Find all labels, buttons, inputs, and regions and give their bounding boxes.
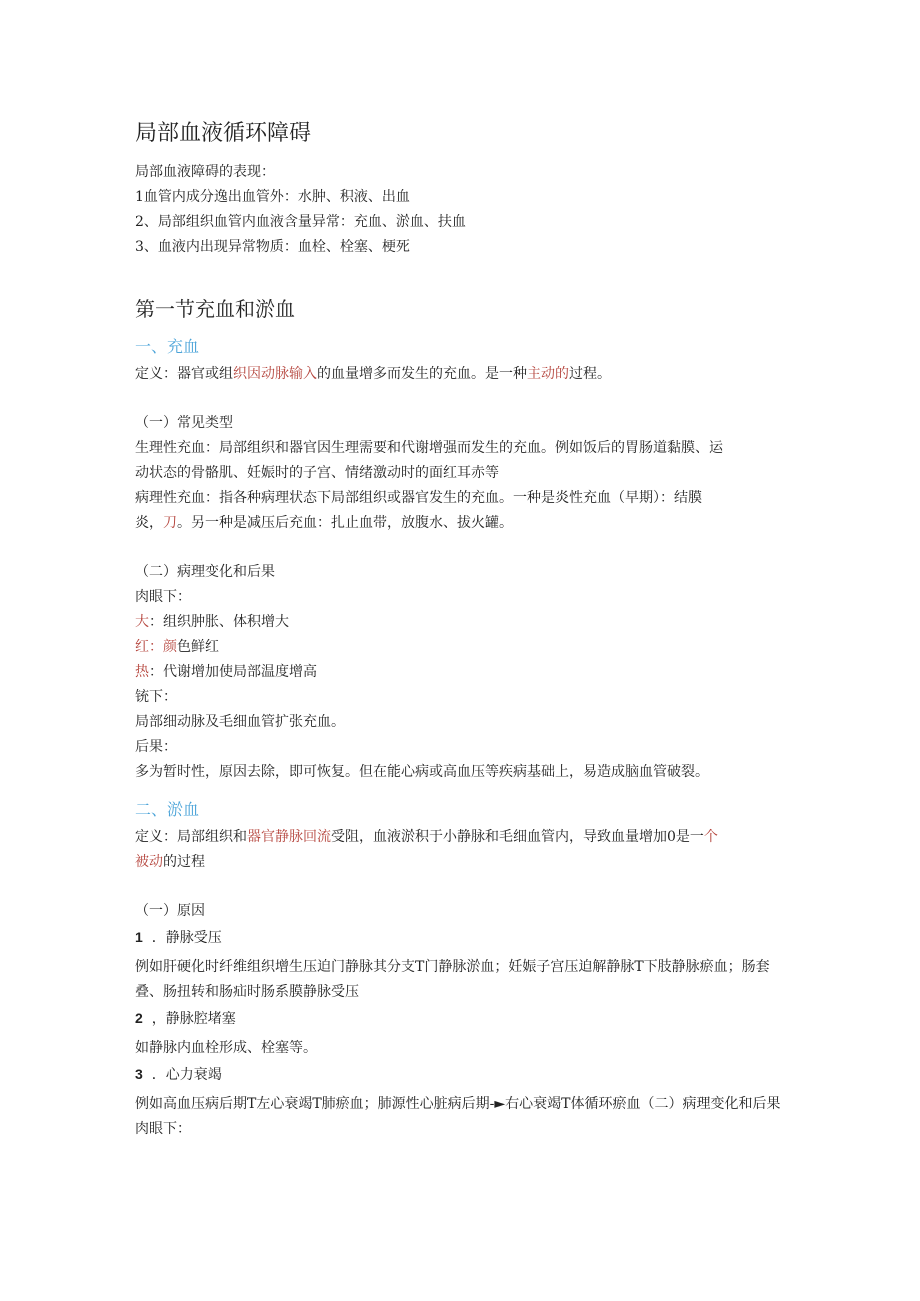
part-2-heading: 二、淤血: [135, 800, 200, 819]
sign-hot: 热：代谢增加使局部温度增高: [135, 664, 317, 680]
microscope-text: 局部细动脉及毛细血管扩张充血。: [135, 714, 345, 730]
causes-heading: （一）原因: [135, 903, 205, 919]
document-title: 局部血液循环障碍: [135, 121, 312, 146]
cause-3: 3 ．心力衰竭: [135, 1066, 222, 1083]
intro-heading: 局部血液障碍的表现：: [135, 164, 275, 180]
intro-item-2: 2、局部组织血管内血液含量异常：充血、淤血、扶血: [135, 214, 466, 230]
pathological-hyperemia-line-2: 炎，刀。另一种是减压后充血：扎止血带，放腹水、拔火罐。: [135, 515, 513, 531]
congestion-definition: 定义：局部组织和器官静脉回流受阻，血液淤积于小静脉和毛细血管内，导致血量增加0是一个 被动的过程: [135, 829, 718, 870]
gross-label-2: 肉眼下：: [135, 1121, 191, 1137]
cause-1: 1 ．静脉受压: [135, 929, 222, 946]
result-text: 多为暂时性，原因去除，即可恢复。但在能心病或高血压等疾病基础上，易造成脑血管破裂。: [135, 764, 709, 780]
hyperemia-definition: 定义：器官或组织因动脉输入的血量增多而发生的充血。是一种主动的过程。: [135, 366, 611, 382]
sign-big: 大：组织肿胀、体积增大: [135, 614, 289, 630]
cause-2-description: 如静脉内血栓形成、栓塞等。: [135, 1040, 317, 1056]
types-heading: （一）常见类型: [135, 415, 233, 431]
cause-3-description: 例如高血压病后期T左心衰竭T肺瘀血；肺源性心脏病后期-►右心衰竭T体循环瘀血（二）病理变化和后果: [135, 1096, 781, 1112]
intro-item-1: 1血管内成分逸出血管外：水肿、积液、出血: [135, 189, 410, 205]
gross-label: 肉眼下：: [135, 589, 191, 605]
changes-heading: （二）病理变化和后果: [135, 564, 275, 580]
cause-1-description: 例如肝硬化时纤维组织增生压迫门静脉其分支T门静脉淤血；妊娠子宫压迫解静脉T下肢静脉瘀血；肠套叠、肠扭转和肠疝时肠系膜静脉受压: [135, 959, 770, 1000]
section-1-title: 第一节充血和淤血: [135, 297, 295, 321]
physiological-hyperemia-line-2: 动状态的骨骼肌、妊娠时的子宫、情绪激动时的面红耳赤等: [135, 465, 499, 481]
part-1-heading: 一、充血: [135, 337, 200, 356]
result-label: 后果：: [135, 739, 177, 755]
sign-red: 红：颜色鲜红: [135, 639, 219, 655]
cause-2: 2 ，静脉腔堵塞: [135, 1010, 236, 1027]
pathological-hyperemia-line-1: 病理性充血：指各种病理状态下局部组织或器官发生的充血。一种是炎性充血（早期）：结膜: [135, 490, 702, 506]
document-page: [135, 118, 785, 1142]
intro-item-3: 3、血液内出现异常物质：血栓、栓塞、梗死: [135, 239, 410, 255]
microscope-label: 铳下：: [135, 689, 177, 705]
physiological-hyperemia-line-1: 生理性充血：局部组织和器官因生理需要和代谢增强而发生的充血。例如饭后的胃肠道黏膜、运: [135, 440, 723, 456]
